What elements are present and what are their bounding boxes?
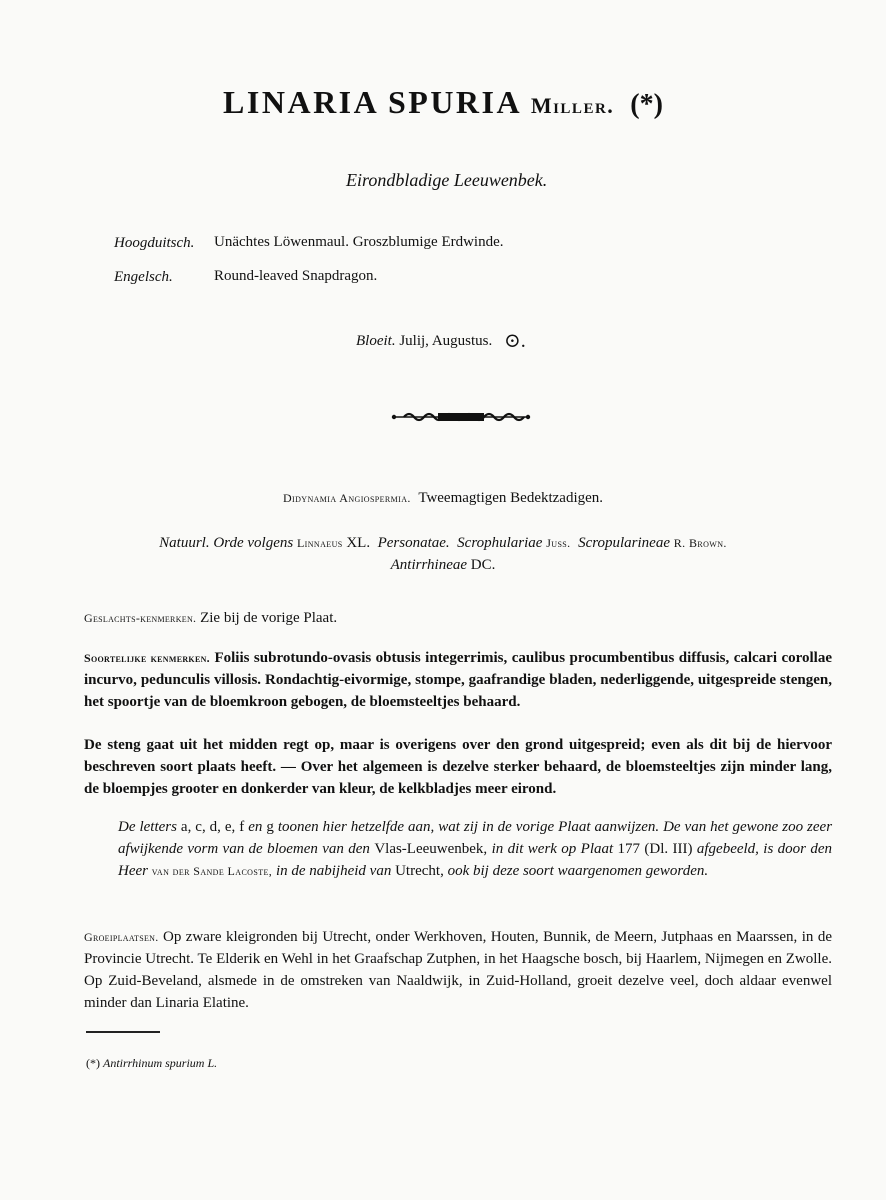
flowering-line — [356, 328, 526, 353]
natural-order-line: Natuurl. Orde volgens Linnaeus XL. Personatae. Scrophulariae Juss. Scropularineae R. Brown. — [159, 535, 727, 551]
name-value-english: Round-leaved Snapdragon. — [214, 268, 378, 284]
flowering-months: Julij, Augustus. — [399, 333, 493, 349]
page-title — [0, 84, 886, 121]
linnaean-class-dutch: Tweemagtigen Bedektzadigen. — [418, 490, 604, 506]
title-author: Miller. — [530, 93, 615, 118]
genus-characters-heading: Geslachts-kenmerken. — [84, 611, 197, 625]
species-characters-heading: Soortelijke kenmerken. — [84, 651, 210, 665]
genus-characters-text: Zie bij de vorige Plaat. — [200, 610, 338, 626]
habitats-text: Op zware kleigronden bij Utrecht, onder Werkhoven, Houten, Bunnik, de Meern, Jutphaas en Maarssen, in de Provincie Utrecht. Te Elderik en Wehl in het Graafschap Zutphen, in het Haagsche bosch, bij Haarlem, Nijmegen en Zwolle. Op Zuid-Beveland, alsmede in de omstreken van Naaldwijk, in Zuid-Holland, groeit dezelve veel, doch aldaar evenwel minder dan Linaria Elatine. — [84, 929, 833, 1011]
stem-description: De steng gaat uit het midden regt op, maar is overigens over den grond uitgespreid; even als dit bij de hiervoor beschreven soort plaats heeft. — Over het algemeen is dezelve sterker behaard, de bloemsteeltjes zijn minder lang, de bloempjes grooter en donkerder van kleur, de kelkbladjes meer eirond. — [84, 737, 832, 797]
footnote-rule — [86, 1031, 160, 1033]
classification-line — [0, 490, 886, 507]
title-species: LINARIA SPURIA — [223, 84, 521, 120]
natural-order-line-2: Antirrhineae DC. — [390, 557, 496, 573]
name-label-german: Hoogduitsch. — [114, 235, 195, 251]
title-footnote-mark: (*) — [630, 89, 663, 120]
name-label-english: Engelsch. — [114, 269, 173, 285]
letters-note: De letters a, c, d, e, f en g toonen hier hetzelfde aan, wat zij in de vorige Plaat aanwijzen. De van het gewone zoo zeer afwijkende vorm van de bloemen van den Vlas-Leeuwenbek, in dit werk op Plaat 177 (Dl. III) afgebeeld, is door den Heer van der Sande Lacoste, in de nabijheid van Utrecht, ook bij deze soort waargenomen geworden. — [118, 819, 833, 879]
annual-symbol: ⊙. — [504, 330, 526, 352]
linnaean-class: Didynamia Angiospermia. — [282, 491, 411, 505]
name-row-english — [114, 268, 173, 286]
flowering-label: Bloeit. — [356, 333, 396, 349]
genus-characters — [84, 607, 832, 629]
species-characters — [84, 647, 832, 713]
dutch-name: Eirondbladige Leeuwenbek. — [346, 170, 548, 190]
name-row-german — [114, 234, 194, 252]
habitats — [84, 926, 832, 1014]
name-value-german: Unächtes Löwenmaul. Groszblumige Erdwinde. — [214, 234, 504, 250]
habitats-heading: Groeiplaatsen. — [84, 930, 159, 944]
footnote-text: Antirrhinum spurium L. — [103, 1056, 218, 1070]
ornament-divider-icon — [390, 410, 532, 424]
footnote-mark: (*) — [86, 1056, 100, 1070]
footnote — [86, 1056, 217, 1071]
species-characters-text: Foliis subrotundo-ovasis obtusis integerrimis, caulibus procumbentibus diffusis, calcari corollae incurvo, pedunculis villosis. Rondachtig-eivormige, stompe, gaafrandige bladen, nederliggende, uitgespreide stengen, het spoortje van de bloemkroon gebogen, de bloemsteeltjes behaard. — [84, 650, 833, 710]
